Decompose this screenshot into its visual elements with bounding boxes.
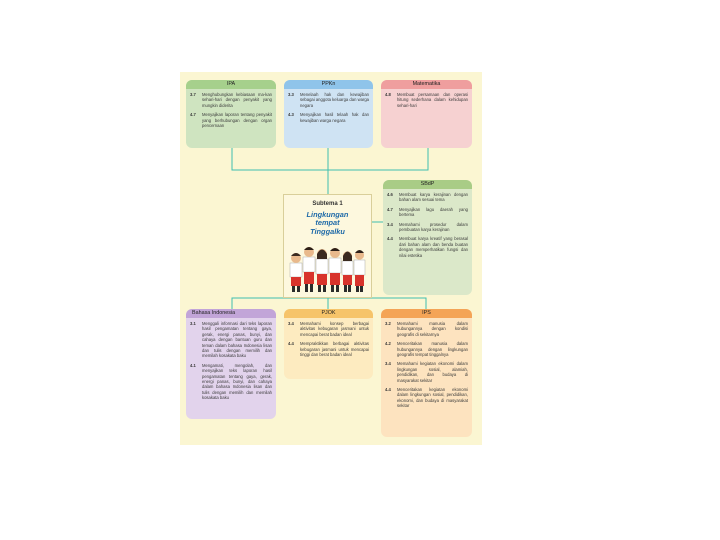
sbdp-items (387, 192, 468, 262)
subtema-title-line1: Lingkungan (306, 210, 349, 219)
ppkn-box (284, 80, 373, 148)
ips-item-text: Memahami kegiatan ekonomi dalam lingkungan sosial, alamiah, pendidikan, dan budaya di masyarakat sekitar (397, 361, 468, 383)
bahasa-item-number: 3.1 (190, 321, 196, 326)
pjok-box (284, 309, 373, 379)
matematika-item-number: 4.8 (385, 92, 391, 97)
matematika-item-text: Membuat persamaan dan operasi hitung sederhana dalam kehidupan sehari-hari (397, 92, 468, 108)
ipa-item (190, 112, 272, 128)
ips-item-number: 3.4 (385, 361, 391, 367)
ips-header: IPS (381, 309, 472, 318)
ips-item-number: 4.4 (385, 387, 391, 393)
ipa-items (190, 92, 272, 132)
matematika-items (385, 92, 468, 112)
ppkn-item-number: 3.3 (288, 92, 294, 97)
ipa-item-number: 4.7 (190, 112, 196, 118)
ppkn-items (288, 92, 369, 127)
pjok-item-text: Memahami konsep berbagai aktivitas kebugaran jasmani untuk mencapai berat badan ideal (300, 321, 369, 337)
ipa-item-number: 3.7 (190, 92, 196, 97)
subtema-label: Subtema 1 (312, 201, 343, 207)
children-illustration (288, 233, 368, 295)
sbdp-item-text: Memahami prosedur dalam pembuatan karya kerajinan (399, 221, 468, 233)
ipa-item-text: Menyajikan laporan tentang penyakit yang berhubungan dengan organ pencernaan (202, 112, 272, 129)
ppkn-item-number: 4.3 (288, 112, 294, 118)
sbdp-box (383, 180, 472, 295)
sbdp-item-text: Membuat karya kreatif yang berasal dari bahan alam dan benda buatan dengan memperhatikan fungsi dan nilai estetika (399, 236, 468, 258)
sbdp-item (387, 192, 468, 203)
ipa-item-text: Menghubungkan kebiasaan ma-kan sehari-hari dengan penyakit yang mungkin diderita (202, 92, 272, 108)
sbdp-item-text: Menyajikan lagu daerah yang bertema (399, 206, 468, 218)
sbdp-item-number: 4.6 (387, 192, 393, 197)
subtema-title-line2: tempat (315, 218, 340, 228)
ips-item-number: 4.2 (385, 341, 391, 347)
ipa-item (190, 92, 272, 108)
bahasa-item (190, 363, 272, 401)
pjok-item-number: 3.4 (288, 321, 294, 326)
ips-item-text: Menceritakan kegiatan ekonomi dalam lingkungan sosial, pendidikan, ekonomi, dan budaya di masyarakat sekitar (397, 387, 468, 409)
ppkn-header: PPKn (284, 80, 373, 89)
bahasa-item-text: Mengamati, mengolah, dan menyajikan teks laporan hasil pengamatan tentang gaya, gerak, energi panas, bunyi, dan cahaya dalam bahasa Indonesia lisan dan tulis dengan memilih dan memilah kosakata baku (202, 362, 272, 401)
pjok-header: PJOK (284, 309, 373, 318)
sbdp-item-text: Membuat karya kerajinan dengan bahan alam sesuai tema (399, 192, 468, 203)
ppkn-item-text: Menelaah hak dan kewajiban sebagai anggota keluarga dan warga negara (300, 92, 369, 108)
ips-box (381, 309, 472, 437)
bahasa-item (190, 321, 272, 359)
ips-items (385, 321, 468, 413)
ips-item (385, 341, 468, 357)
bahasa-item-text: Menggali informasi dari teks laporan hasil pengamatan tentang gaya, gerak, energi panas, bunyi, dan cahaya dengan bantuan guru dan teman dalam bahasa Indonesia lisan dan tulis dengan memilih dan memilah kosakata baku (202, 321, 272, 359)
bahasa-indonesia-items (190, 321, 272, 405)
pjok-item-number: 4.4 (288, 341, 294, 347)
ipa-header: IPA (186, 80, 276, 89)
matematika-box (381, 80, 472, 148)
matematika-header: Matematika (381, 80, 472, 89)
bahasa-item-number: 4.1 (190, 362, 196, 368)
sbdp-item-number: 3.4 (387, 221, 393, 227)
ips-item-text: Memahami manusia dalam hubungannya dengan kondisi geografis di sekitarnya (397, 321, 468, 337)
ips-item-number: 3.2 (385, 321, 391, 326)
bahasa-indonesia-box (186, 309, 276, 419)
ips-item-text: Menceritakan manusia dalam hubungannya dengan lingkungan geografis tempat tinggalnya (397, 341, 468, 358)
pjok-items (288, 321, 369, 361)
ppkn-item-text: Menyajikan hasil telaah hak dan kewajiban warga negara (300, 112, 369, 123)
subtema-title-line3: Tinggalku (310, 226, 345, 236)
subtema-card (283, 194, 372, 298)
pjok-item-text: Mempraktikkan berbagai aktivitas kebugaran jasmani untuk mencapai tinggi dan berat badan ideal (300, 341, 369, 358)
sbdp-item (387, 207, 468, 218)
ips-item (385, 321, 468, 337)
sbdp-item-number: 4.7 (387, 206, 393, 212)
pjok-item (288, 321, 369, 337)
pjok-item (288, 341, 369, 357)
bahasa-indonesia-header: Bahasa Indonesia (186, 309, 276, 318)
sbdp-header: SBdP (383, 180, 472, 189)
ips-item (385, 387, 468, 409)
sbdp-item (387, 236, 468, 258)
ips-item (385, 361, 468, 383)
sbdp-item-number: 4.4 (387, 236, 393, 242)
ppkn-item (288, 112, 369, 123)
ppkn-item (288, 92, 369, 108)
sbdp-item (387, 222, 468, 233)
matematika-item (385, 92, 468, 108)
ipa-box (186, 80, 276, 148)
